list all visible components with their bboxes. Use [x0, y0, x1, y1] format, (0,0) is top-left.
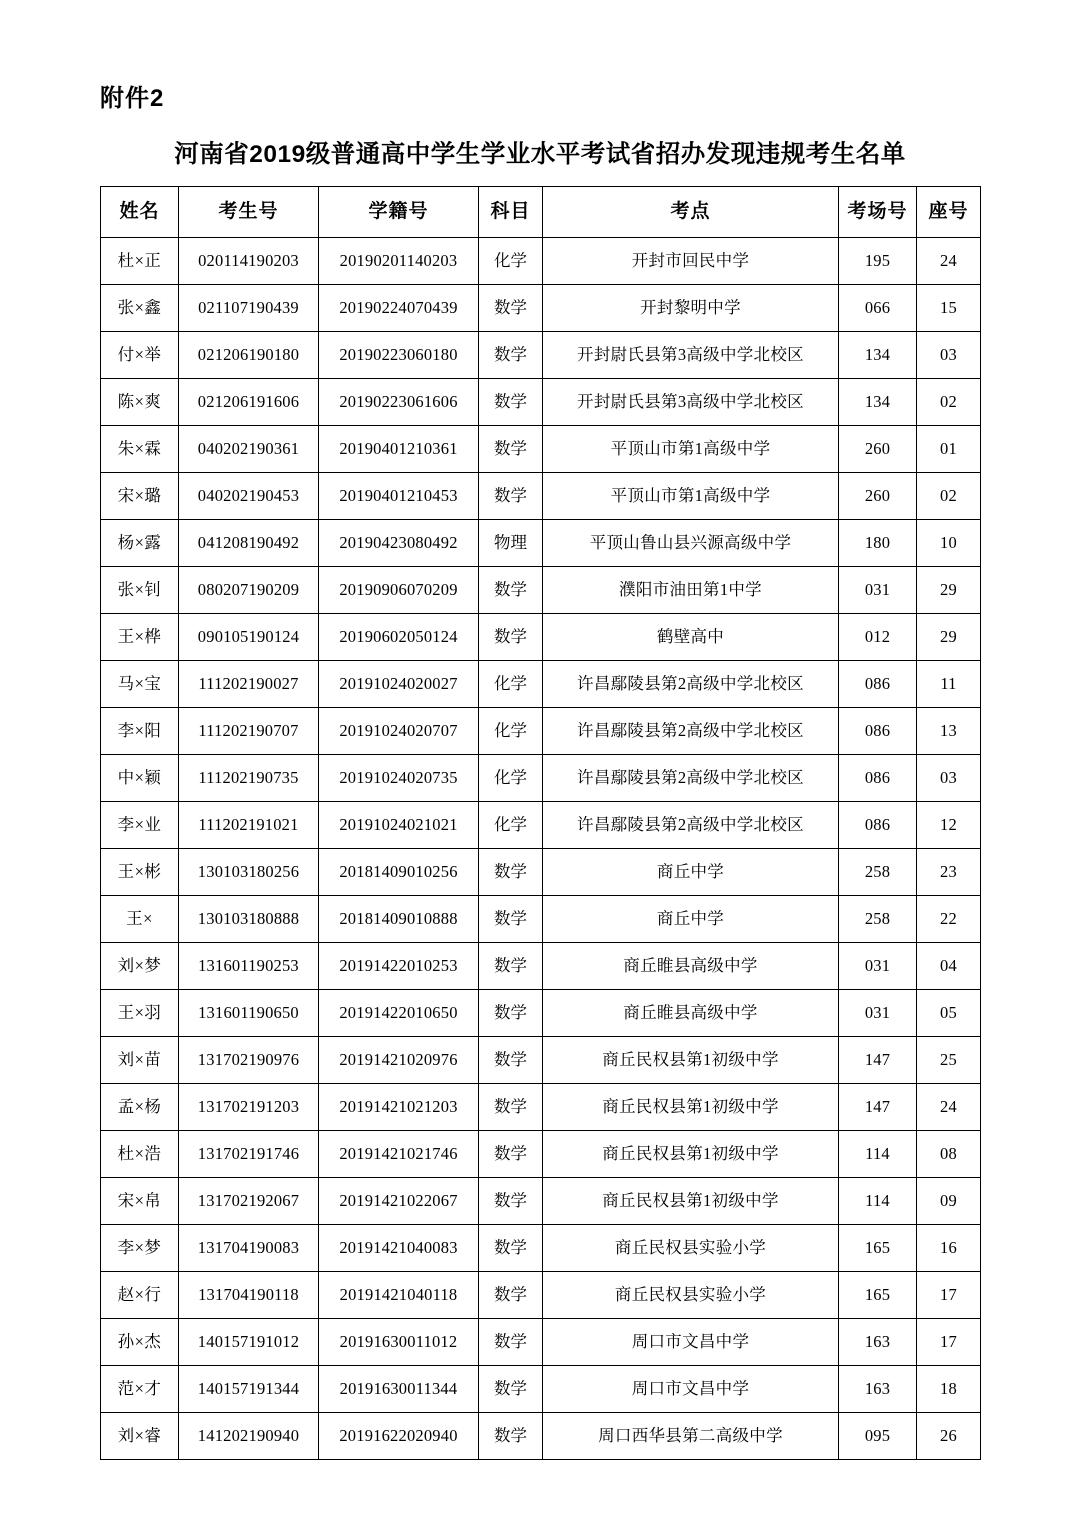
cell-seat-number: 02 [917, 473, 981, 520]
cell-student-id: 20191421021746 [319, 1131, 479, 1178]
cell-name: 王×羽 [101, 990, 179, 1037]
cell-room-number: 147 [839, 1037, 917, 1084]
cell-subject: 数学 [479, 614, 543, 661]
cell-test-site: 开封市回民中学 [543, 238, 839, 285]
cell-seat-number: 11 [917, 661, 981, 708]
cell-subject: 物理 [479, 520, 543, 567]
cell-room-number: 163 [839, 1366, 917, 1413]
cell-subject: 数学 [479, 473, 543, 520]
table-header [101, 187, 981, 238]
cell-room-number: 134 [839, 379, 917, 426]
cell-room-number: 066 [839, 285, 917, 332]
cell-name: 马×宝 [101, 661, 179, 708]
cell-name: 赵×行 [101, 1272, 179, 1319]
cell-exam-id: 131702192067 [179, 1178, 319, 1225]
cell-exam-id: 021206190180 [179, 332, 319, 379]
cell-subject: 数学 [479, 943, 543, 990]
cell-student-id: 20190201140203 [319, 238, 479, 285]
cell-test-site: 周口市文昌中学 [543, 1319, 839, 1366]
cell-test-site: 商丘中学 [543, 849, 839, 896]
table-body [101, 238, 981, 1460]
cell-seat-number: 24 [917, 238, 981, 285]
cell-exam-id: 141202190940 [179, 1413, 319, 1460]
cell-name: 范×才 [101, 1366, 179, 1413]
cell-seat-number: 02 [917, 379, 981, 426]
cell-exam-id: 131601190650 [179, 990, 319, 1037]
cell-subject: 化学 [479, 661, 543, 708]
cell-test-site: 商丘民权县第1初级中学 [543, 1037, 839, 1084]
cell-name: 宋×帛 [101, 1178, 179, 1225]
cell-room-number: 086 [839, 802, 917, 849]
cell-student-id: 20190602050124 [319, 614, 479, 661]
cell-name: 孟×杨 [101, 1084, 179, 1131]
cell-name: 李×业 [101, 802, 179, 849]
cell-subject: 化学 [479, 755, 543, 802]
table-row [101, 238, 981, 285]
cell-seat-number: 24 [917, 1084, 981, 1131]
cell-room-number: 195 [839, 238, 917, 285]
cell-exam-id: 131702190976 [179, 1037, 319, 1084]
cell-student-id: 20191024020027 [319, 661, 479, 708]
column-header-test-site: 考点 [543, 187, 839, 238]
table-row [101, 802, 981, 849]
cell-student-id: 20190223061606 [319, 379, 479, 426]
table-row [101, 332, 981, 379]
cell-exam-id: 130103180888 [179, 896, 319, 943]
cell-subject: 数学 [479, 1037, 543, 1084]
cell-room-number: 260 [839, 473, 917, 520]
cell-seat-number: 29 [917, 567, 981, 614]
cell-student-id: 20191421020976 [319, 1037, 479, 1084]
table-row [101, 896, 981, 943]
cell-seat-number: 23 [917, 849, 981, 896]
cell-subject: 数学 [479, 849, 543, 896]
cell-seat-number: 03 [917, 755, 981, 802]
cell-test-site: 商丘民权县实验小学 [543, 1225, 839, 1272]
cell-room-number: 258 [839, 896, 917, 943]
cell-test-site: 平顶山市第1高级中学 [543, 426, 839, 473]
cell-student-id: 20191622020940 [319, 1413, 479, 1460]
cell-seat-number: 10 [917, 520, 981, 567]
cell-subject: 数学 [479, 990, 543, 1037]
column-header-exam-id: 考生号 [179, 187, 319, 238]
cell-seat-number: 29 [917, 614, 981, 661]
cell-student-id: 20191630011012 [319, 1319, 479, 1366]
cell-name: 杜×正 [101, 238, 179, 285]
cell-name: 王×彬 [101, 849, 179, 896]
cell-seat-number: 26 [917, 1413, 981, 1460]
cell-test-site: 开封尉氏县第3高级中学北校区 [543, 332, 839, 379]
cell-room-number: 114 [839, 1178, 917, 1225]
table-row [101, 943, 981, 990]
cell-seat-number: 09 [917, 1178, 981, 1225]
cell-seat-number: 17 [917, 1319, 981, 1366]
cell-student-id: 20191421040118 [319, 1272, 479, 1319]
cell-name: 张×鑫 [101, 285, 179, 332]
table-row [101, 1319, 981, 1366]
cell-room-number: 134 [839, 332, 917, 379]
cell-exam-id: 111202190707 [179, 708, 319, 755]
cell-exam-id: 140157191344 [179, 1366, 319, 1413]
cell-name: 杜×浩 [101, 1131, 179, 1178]
cell-test-site: 商丘民权县实验小学 [543, 1272, 839, 1319]
cell-student-id: 20190224070439 [319, 285, 479, 332]
cell-seat-number: 05 [917, 990, 981, 1037]
cell-student-id: 20190906070209 [319, 567, 479, 614]
cell-seat-number: 15 [917, 285, 981, 332]
cell-subject: 化学 [479, 238, 543, 285]
cell-subject: 数学 [479, 379, 543, 426]
cell-seat-number: 01 [917, 426, 981, 473]
table-row [101, 520, 981, 567]
cell-exam-id: 021107190439 [179, 285, 319, 332]
cell-test-site: 鹤壁高中 [543, 614, 839, 661]
cell-subject: 数学 [479, 1225, 543, 1272]
cell-test-site: 许昌鄢陵县第2高级中学北校区 [543, 708, 839, 755]
cell-test-site: 濮阳市油田第1中学 [543, 567, 839, 614]
cell-test-site: 开封尉氏县第3高级中学北校区 [543, 379, 839, 426]
cell-student-id: 20191421040083 [319, 1225, 479, 1272]
cell-exam-id: 140157191012 [179, 1319, 319, 1366]
cell-subject: 数学 [479, 1178, 543, 1225]
cell-test-site: 商丘中学 [543, 896, 839, 943]
cell-subject: 数学 [479, 1084, 543, 1131]
attachment-label: 附件2 [100, 85, 165, 112]
cell-subject: 数学 [479, 1413, 543, 1460]
cell-exam-id: 131601190253 [179, 943, 319, 990]
cell-room-number: 258 [839, 849, 917, 896]
table-row [101, 567, 981, 614]
cell-seat-number: 17 [917, 1272, 981, 1319]
cell-exam-id: 021206191606 [179, 379, 319, 426]
cell-student-id: 20181409010888 [319, 896, 479, 943]
cell-exam-id: 111202190735 [179, 755, 319, 802]
table-row [101, 1084, 981, 1131]
cell-exam-id: 131702191203 [179, 1084, 319, 1131]
cell-exam-id: 111202190027 [179, 661, 319, 708]
cell-name: 杨×露 [101, 520, 179, 567]
cell-subject: 数学 [479, 567, 543, 614]
cell-exam-id: 131704190118 [179, 1272, 319, 1319]
cell-test-site: 商丘民权县第1初级中学 [543, 1131, 839, 1178]
cell-student-id: 20191024020735 [319, 755, 479, 802]
cell-seat-number: 22 [917, 896, 981, 943]
cell-subject: 数学 [479, 1319, 543, 1366]
table-row [101, 1225, 981, 1272]
page-title: 河南省2019级普通高中学生学业水平考试省招办发现违规考生名单 [174, 141, 906, 168]
table-row [101, 379, 981, 426]
cell-subject: 化学 [479, 708, 543, 755]
column-header-student-id: 学籍号 [319, 187, 479, 238]
cell-test-site: 许昌鄢陵县第2高级中学北校区 [543, 755, 839, 802]
cell-room-number: 012 [839, 614, 917, 661]
cell-student-id: 20190223060180 [319, 332, 479, 379]
cell-name: 李×梦 [101, 1225, 179, 1272]
cell-subject: 化学 [479, 802, 543, 849]
table-row [101, 990, 981, 1037]
cell-room-number: 163 [839, 1319, 917, 1366]
column-header-name: 姓名 [101, 187, 179, 238]
cell-student-id: 20191630011344 [319, 1366, 479, 1413]
cell-subject: 数学 [479, 1272, 543, 1319]
cell-exam-id: 130103180256 [179, 849, 319, 896]
table-header-row [101, 187, 981, 238]
cell-name: 中×颖 [101, 755, 179, 802]
table-row [101, 708, 981, 755]
cell-room-number: 165 [839, 1272, 917, 1319]
violation-roster-table [100, 186, 981, 1460]
cell-student-id: 20191421021203 [319, 1084, 479, 1131]
table-row [101, 1178, 981, 1225]
cell-test-site: 商丘民权县第1初级中学 [543, 1178, 839, 1225]
cell-student-id: 20190401210453 [319, 473, 479, 520]
table-row [101, 755, 981, 802]
cell-exam-id: 040202190453 [179, 473, 319, 520]
cell-test-site: 开封黎明中学 [543, 285, 839, 332]
cell-room-number: 147 [839, 1084, 917, 1131]
cell-seat-number: 04 [917, 943, 981, 990]
cell-name: 孙×杰 [101, 1319, 179, 1366]
cell-student-id: 20190401210361 [319, 426, 479, 473]
table-row [101, 1037, 981, 1084]
cell-test-site: 商丘睢县高级中学 [543, 990, 839, 1037]
cell-room-number: 086 [839, 708, 917, 755]
table-row [101, 1131, 981, 1178]
cell-room-number: 260 [839, 426, 917, 473]
cell-test-site: 许昌鄢陵县第2高级中学北校区 [543, 802, 839, 849]
cell-room-number: 086 [839, 755, 917, 802]
cell-test-site: 商丘睢县高级中学 [543, 943, 839, 990]
cell-room-number: 031 [839, 567, 917, 614]
cell-seat-number: 12 [917, 802, 981, 849]
table-row [101, 614, 981, 661]
cell-subject: 数学 [479, 1366, 543, 1413]
cell-room-number: 086 [839, 661, 917, 708]
cell-name: 付×举 [101, 332, 179, 379]
cell-subject: 数学 [479, 896, 543, 943]
cell-name: 刘×梦 [101, 943, 179, 990]
cell-student-id: 20191422010650 [319, 990, 479, 1037]
cell-seat-number: 03 [917, 332, 981, 379]
cell-room-number: 165 [839, 1225, 917, 1272]
cell-name: 张×钊 [101, 567, 179, 614]
cell-seat-number: 16 [917, 1225, 981, 1272]
cell-name: 李×阳 [101, 708, 179, 755]
cell-seat-number: 08 [917, 1131, 981, 1178]
cell-room-number: 031 [839, 990, 917, 1037]
cell-subject: 数学 [479, 1131, 543, 1178]
column-header-room-number: 考场号 [839, 187, 917, 238]
cell-seat-number: 18 [917, 1366, 981, 1413]
cell-student-id: 20191024020707 [319, 708, 479, 755]
cell-name: 陈×爽 [101, 379, 179, 426]
column-header-subject: 科目 [479, 187, 543, 238]
cell-student-id: 20191421022067 [319, 1178, 479, 1225]
cell-test-site: 平顶山市第1高级中学 [543, 473, 839, 520]
cell-room-number: 180 [839, 520, 917, 567]
table-row [101, 1366, 981, 1413]
cell-seat-number: 25 [917, 1037, 981, 1084]
cell-room-number: 114 [839, 1131, 917, 1178]
cell-student-id: 20190423080492 [319, 520, 479, 567]
cell-test-site: 许昌鄢陵县第2高级中学北校区 [543, 661, 839, 708]
cell-exam-id: 020114190203 [179, 238, 319, 285]
cell-test-site: 周口市文昌中学 [543, 1366, 839, 1413]
cell-test-site: 周口西华县第二高级中学 [543, 1413, 839, 1460]
cell-subject: 数学 [479, 285, 543, 332]
cell-name: 王×桦 [101, 614, 179, 661]
cell-subject: 数学 [479, 332, 543, 379]
cell-exam-id: 041208190492 [179, 520, 319, 567]
column-header-seat-number: 座号 [917, 187, 981, 238]
cell-exam-id: 090105190124 [179, 614, 319, 661]
table-row [101, 285, 981, 332]
cell-student-id: 20181409010256 [319, 849, 479, 896]
cell-room-number: 031 [839, 943, 917, 990]
table-row [101, 661, 981, 708]
cell-name: 王× [101, 896, 179, 943]
cell-exam-id: 111202191021 [179, 802, 319, 849]
cell-exam-id: 131704190083 [179, 1225, 319, 1272]
table-row [101, 1272, 981, 1319]
cell-student-id: 20191422010253 [319, 943, 479, 990]
cell-room-number: 095 [839, 1413, 917, 1460]
cell-exam-id: 080207190209 [179, 567, 319, 614]
cell-test-site: 商丘民权县第1初级中学 [543, 1084, 839, 1131]
table-row [101, 849, 981, 896]
table-row [101, 473, 981, 520]
cell-name: 宋×璐 [101, 473, 179, 520]
cell-seat-number: 13 [917, 708, 981, 755]
cell-name: 刘×苗 [101, 1037, 179, 1084]
cell-exam-id: 040202190361 [179, 426, 319, 473]
cell-name: 刘×睿 [101, 1413, 179, 1460]
cell-student-id: 20191024021021 [319, 802, 479, 849]
table-row [101, 1413, 981, 1460]
cell-exam-id: 131702191746 [179, 1131, 319, 1178]
cell-test-site: 平顶山鲁山县兴源高级中学 [543, 520, 839, 567]
table-row [101, 426, 981, 473]
cell-name: 朱×霖 [101, 426, 179, 473]
cell-subject: 数学 [479, 426, 543, 473]
